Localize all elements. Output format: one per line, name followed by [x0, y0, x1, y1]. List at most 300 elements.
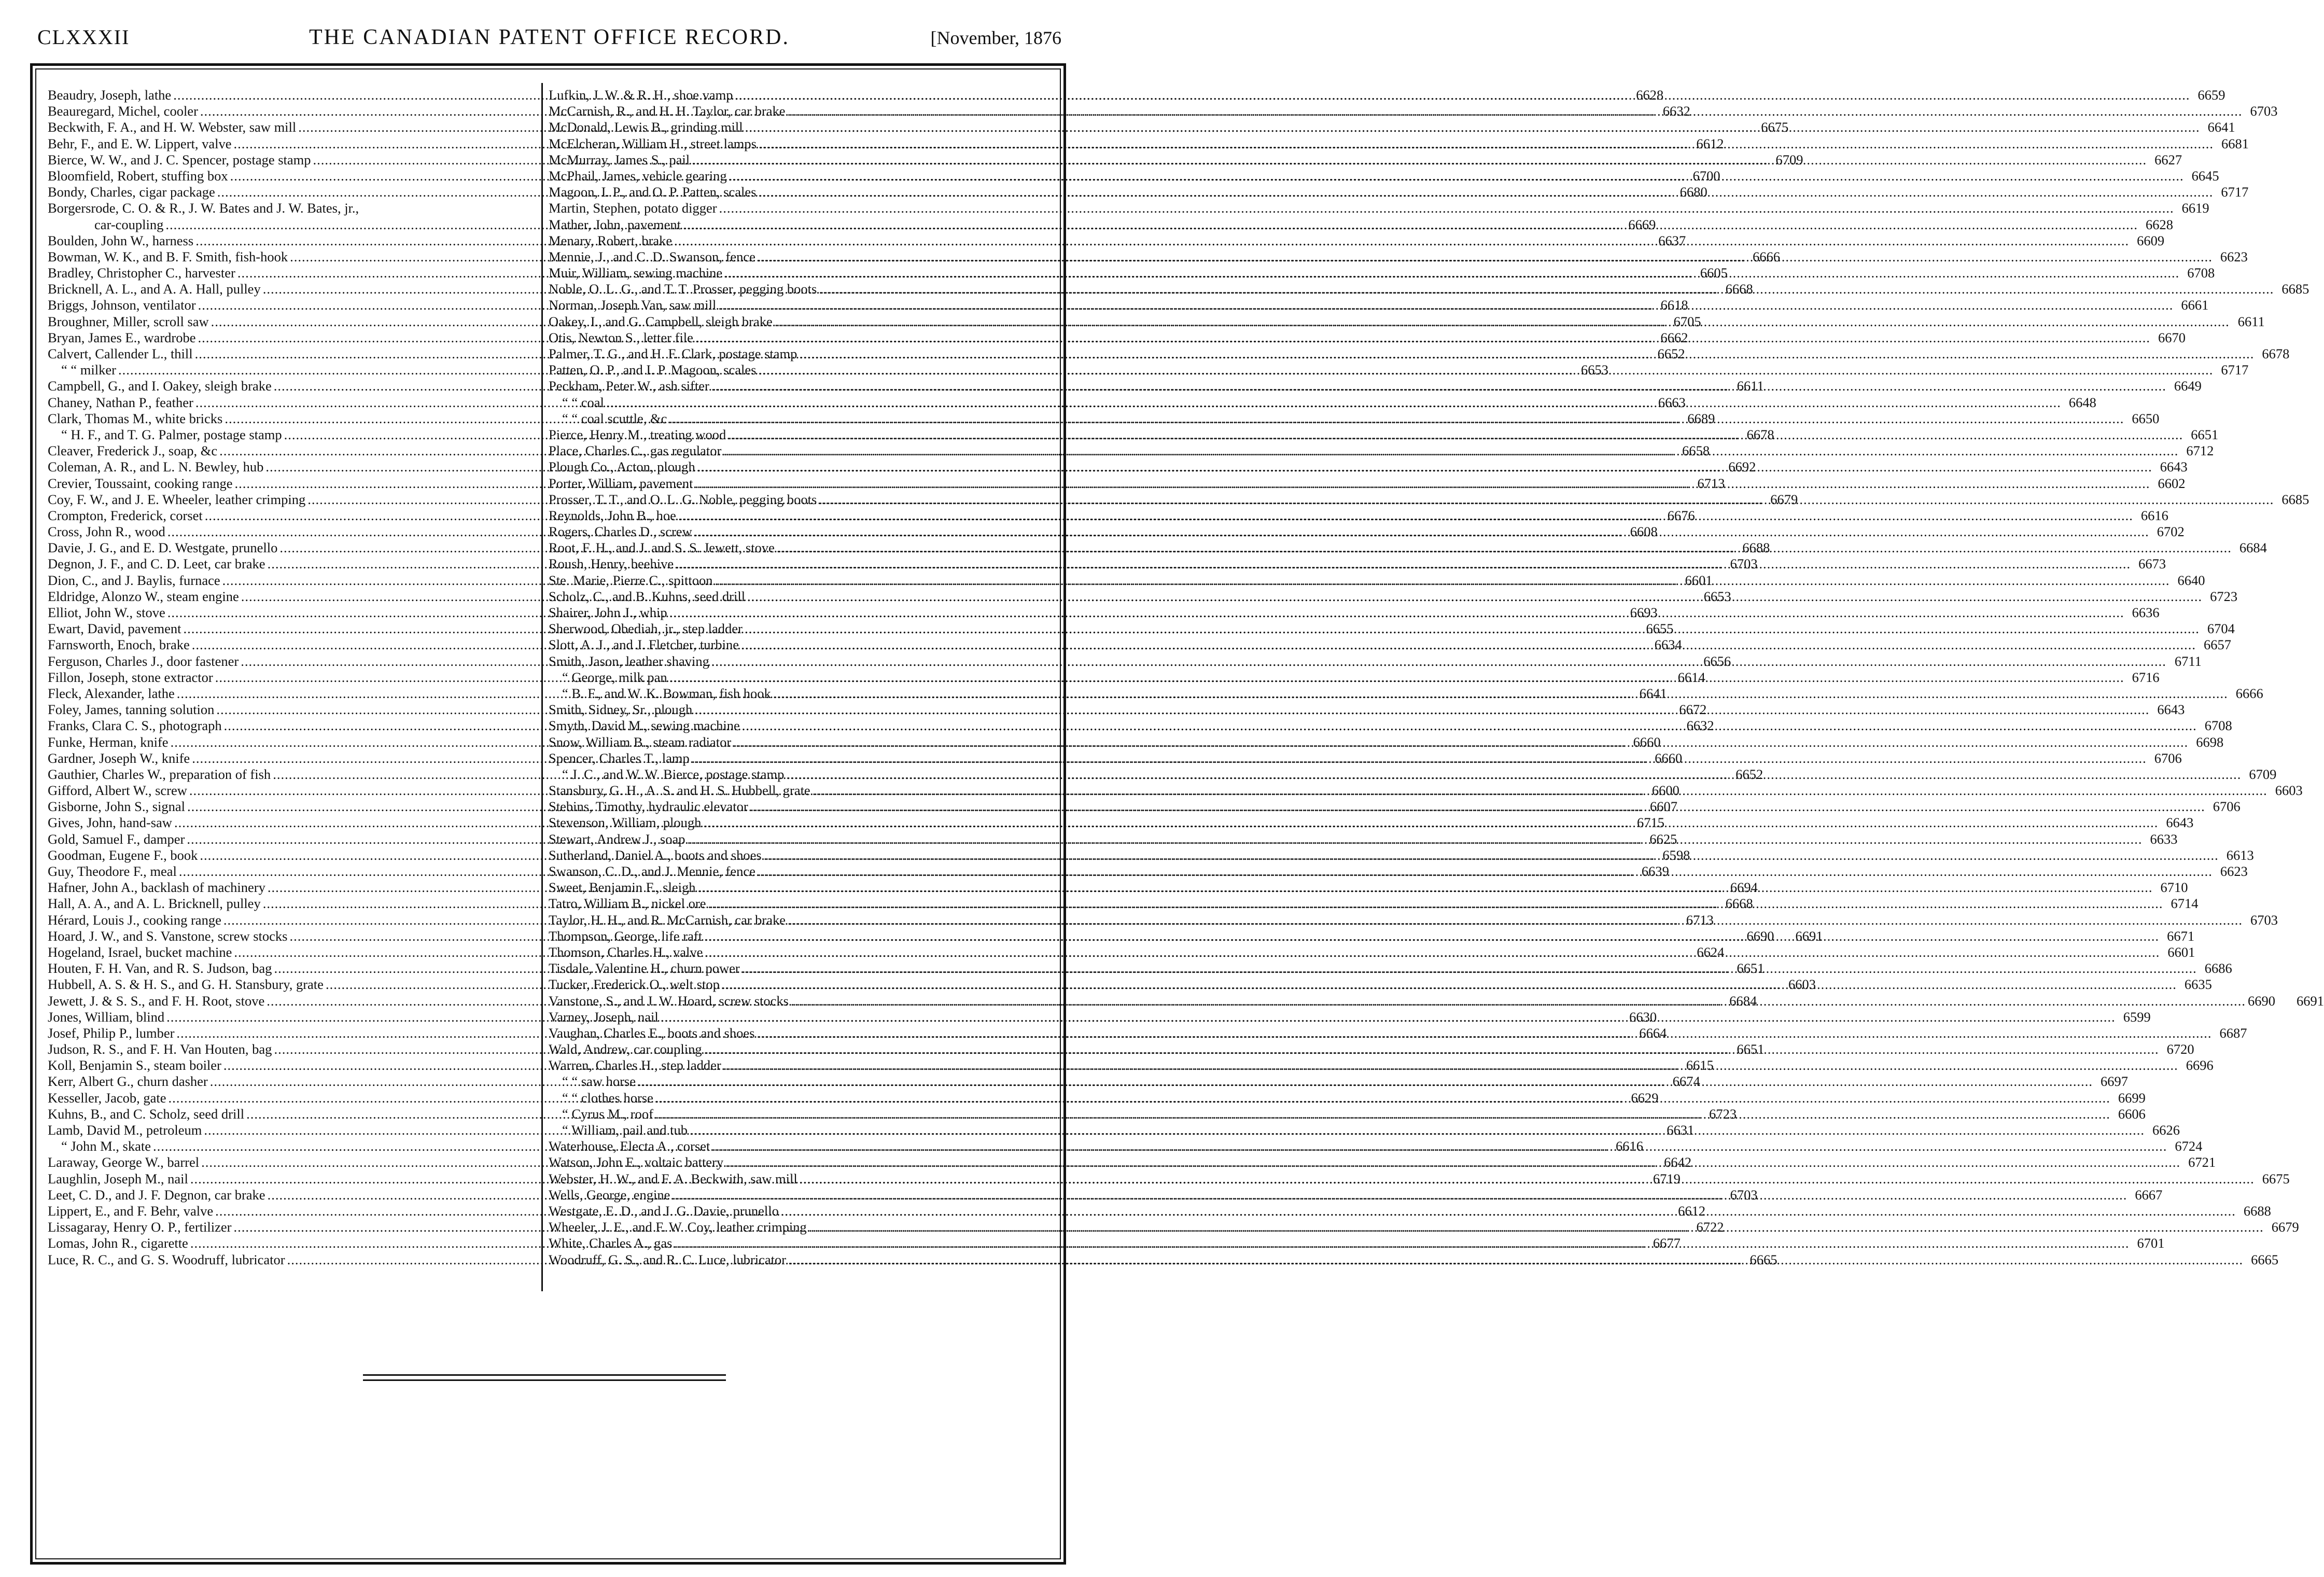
entry-name: Muir, William, sewing machine [549, 265, 723, 281]
leader-dots [764, 847, 2219, 863]
entry-name: Hall, A. A., and A. L. Bricknell, pulley [48, 896, 261, 912]
page-number: CLXXXII [37, 25, 130, 49]
patent-number: 6599 [2123, 1009, 2151, 1025]
patent-number: 6671 [2167, 928, 2195, 944]
patent-number: 6623 [2220, 248, 2248, 264]
entry-name: Cross, John R., wood [48, 524, 165, 540]
leader-dots [688, 831, 2143, 847]
entry-name: Campbell, G., and I. Oakey, sleigh brake [48, 378, 272, 394]
patent-number: 6649 [2174, 378, 2202, 394]
leader-dots [694, 702, 2149, 718]
leader-dots [724, 265, 2179, 281]
patent-number: 6714 [2171, 896, 2199, 912]
entry-name: “ “ coal [562, 394, 604, 410]
patent-number: 6717 [2221, 362, 2249, 378]
entry-name: Elliot, John W., stove [48, 605, 165, 620]
patent-number: 6680 [1679, 184, 1707, 200]
entry-name: Borgersrode, C. O. & R., J. W. Bates and J. W. Bates, jr., [48, 200, 359, 216]
entry-name: Franks, Clara C. S., photograph [48, 718, 222, 734]
entry-name: Bricknell, A. L., and A. A. Hall, pulley [48, 281, 261, 297]
entry-name: Sherwood, Obediah, jr., step ladder [549, 621, 743, 637]
entry-name: Crevier, Toussaint, cooking range [48, 475, 233, 491]
patent-number: 6703 [2250, 103, 2278, 119]
entry-name: Bowman, W. K., and B. F. Smith, fish-hook [48, 248, 288, 264]
leader-dots [775, 314, 2230, 330]
patent-number: 6663 [1658, 394, 1686, 410]
leader-dots [791, 993, 2246, 1009]
leader-dots [741, 637, 2196, 653]
patent-number: 6653 [1703, 588, 1731, 604]
patent-number: 6675 [2262, 1170, 2290, 1187]
entry-name: Smith, Sidney, Sr., plough [549, 702, 693, 718]
patent-number: 6672 [1679, 702, 1707, 718]
patent-number: 6605 [1700, 265, 1728, 281]
patent-number: 6625 [1649, 831, 1677, 847]
patent-number: 6710 [2160, 880, 2188, 896]
entry-name: Plough Co., Acton, plough [549, 459, 695, 475]
patent-number: 6658 [1682, 443, 1710, 459]
leader-dots [750, 799, 2205, 815]
patent-number: 6630 [1629, 1009, 1657, 1025]
leader-dots [697, 459, 2152, 475]
index-entry [549, 1251, 2279, 1268]
patent-number: 6609 [2137, 232, 2165, 248]
leader-dots [676, 556, 2131, 572]
entry-name: Gifford, Albert W., screw [48, 783, 187, 799]
patent-number: 6678 [1746, 426, 1774, 442]
patent-number: 6700 [1692, 168, 1720, 184]
patent-number: 6613 [2226, 847, 2254, 863]
entry-name: Calvert, Callender L., thill [48, 346, 193, 361]
entry-name: Menary, Robert, brake [549, 232, 673, 248]
entry-name: Pierce, Henry M., treating wood [549, 426, 726, 442]
patent-number: 6709 [1775, 151, 1803, 168]
patent-number: 6629 [1631, 1090, 1659, 1106]
entry-name: Beauregard, Michel, cooler [48, 103, 198, 119]
end-rule-bottom [363, 1379, 726, 1381]
patent-number: 6637 [1658, 232, 1686, 248]
leader-dots [674, 1235, 2129, 1251]
patent-number: 6648 [2068, 394, 2096, 410]
patent-number: 6653 [1580, 362, 1608, 378]
entry-name: Kerr, Albert G., churn dasher [48, 1073, 208, 1090]
leader-dots [757, 1025, 2211, 1041]
leader-dots [742, 960, 2197, 976]
entry-name: Snow, William B., steam radiator [549, 734, 732, 750]
leader-dots [819, 492, 2274, 508]
leader-dots [758, 362, 2213, 378]
patent-number: 6666 [2235, 685, 2263, 701]
leader-dots [695, 330, 2150, 346]
patent-number: 6678 [2262, 346, 2290, 361]
entry-name: Palmer, T. G., and H. F. Clark, postage stamp [549, 346, 797, 361]
patent-number: 6706 [2213, 799, 2241, 815]
patent-number: 6598 [1662, 847, 1690, 863]
leader-dots [683, 217, 2138, 233]
leader-dots [669, 411, 2124, 427]
patent-number: 6668 [1725, 281, 1753, 297]
entry-name: Warren, Charles H., step ladder [549, 1057, 721, 1073]
entry-name: Tatro, William B., nickel ore [549, 896, 706, 912]
patent-number: 6679 [2271, 1219, 2299, 1235]
leader-dots [712, 1138, 2167, 1154]
patent-number: 6703 [2250, 912, 2278, 928]
entry-name: Martin, Stephen, potato digger [549, 200, 717, 216]
entry-name: Stebins, Timothy, hydraulic elevator [549, 799, 748, 815]
patent-number: 6693 [1630, 605, 1658, 620]
patent-number: 6676 [1667, 507, 1695, 523]
patent-number: 6612 [1696, 135, 1724, 151]
entry-name: Varney, Joseph, nail [549, 1009, 659, 1025]
leader-dots [809, 1219, 2264, 1235]
leader-dots [781, 1203, 2236, 1219]
leader-dots [777, 540, 2232, 556]
leader-dots [723, 443, 2178, 459]
patent-number: 6721 [2188, 1154, 2216, 1170]
patent-number: 6724 [2175, 1138, 2203, 1154]
entry-name: Norman, Joseph Van, saw mill [549, 297, 717, 313]
patent-number: 6652 [1657, 346, 1685, 361]
leader-dots [759, 136, 2214, 152]
entry-extra-number: 6690 [2247, 993, 2275, 1009]
leader-dots [674, 233, 2129, 249]
patent-number: 6619 [2181, 200, 2209, 216]
patent-number: 6717 [2221, 184, 2249, 200]
leader-dots [697, 880, 2152, 896]
patent-number: 6675 [1761, 119, 1789, 135]
entry-name: “ William, pail and tub [562, 1122, 688, 1138]
entry-name: Crompton, Frederick, corset [48, 507, 203, 523]
patent-number: 6711 [2174, 653, 2202, 669]
entry-name: Hoard, J. W., and S. Vanstone, screw stocks [48, 928, 288, 944]
patent-number: 6651 [1737, 960, 1765, 976]
patent-number: 6691 [2296, 993, 2324, 1009]
entry-name: Jewett, J. & S. S., and F. H. Root, stove [48, 993, 265, 1009]
entry-name: Roush, Henry, beehive [549, 556, 674, 572]
entry-name: Laughlin, Joseph M., nail [48, 1170, 188, 1187]
patent-number: 6698 [2196, 734, 2224, 750]
patent-number: 6611 [2237, 313, 2265, 329]
entry-name: McDonald, Lewis B., grinding mill [549, 119, 743, 135]
entry-name: Lissagaray, Henry O. P., fertilizer [48, 1219, 232, 1235]
entry-extra-number: 6690 [1746, 928, 1774, 944]
entry-name: Noble, O. L. G., and T. T. Prosser, pegging boots [549, 281, 817, 297]
leader-dots [733, 734, 2188, 750]
patent-number: 6634 [1654, 637, 1682, 653]
patent-number: 6641 [1639, 685, 1667, 701]
leader-dots [729, 168, 2184, 184]
entry-name: Wheeler, J. E., and F. W. Coy, leather crimping [549, 1219, 807, 1235]
leader-dots [800, 1171, 2255, 1187]
entry-name: McCarnish, R., and H. H. Taylor, car brake [549, 103, 786, 119]
patent-number: 6661 [2181, 297, 2209, 313]
patent-number: 6600 [1651, 783, 1679, 799]
leader-dots [655, 1106, 2110, 1122]
index-entry [549, 200, 2209, 216]
patent-number: 6701 [2137, 1235, 2165, 1251]
entry-name: Wald, Andrew, car coupling [549, 1041, 702, 1057]
patent-number: 6615 [1686, 1057, 1714, 1073]
entry-name: McPhail, James, vehicle gearing [549, 168, 727, 184]
leader-dots [747, 589, 2202, 605]
patent-number: 6677 [1653, 1235, 1681, 1251]
entry-name: “ J. C., and W. W. Bierce, postage stamp [562, 766, 785, 782]
entry-name: Stansbury, G. H., A. S. and H. S. Hubbell, grate [549, 783, 810, 799]
patent-number: 6636 [2132, 605, 2160, 620]
entry-name: Rogers, Charles D., screw [549, 524, 692, 540]
entry-name: Boulden, John W., harness [48, 232, 194, 248]
entry-name: Jones, William, blind [48, 1009, 165, 1025]
entry-name: “ George, milk pan [562, 669, 667, 685]
entry-name: Gardner, Joseph W., knife [48, 750, 190, 766]
patent-number: 6664 [1639, 1025, 1667, 1041]
entry-name: Cleaver, Frederick J., soap, &c [48, 443, 218, 459]
leader-dots [725, 1154, 2180, 1170]
patent-number: 6670 [2158, 329, 2186, 345]
patent-number: 6696 [2186, 1057, 2214, 1073]
entry-name: Woodruff, G. S., and R. C. Luce, lubricator [549, 1251, 787, 1267]
entry-name: Bradley, Christopher C., harvester [48, 265, 235, 281]
leader-dots [735, 87, 2190, 103]
patent-number: 6705 [1673, 313, 1701, 329]
entry-name: Behr, F., and E. W. Lippert, valve [48, 135, 232, 151]
entry-name: Stevenson, William, plough [549, 815, 702, 831]
patent-number: 6720 [2166, 1041, 2194, 1057]
entry-name: Luce, R. C., and G. S. Woodruff, lubricator [48, 1251, 285, 1267]
leader-dots [788, 1252, 2243, 1268]
entry-name: Hogeland, Israel, bucket machine [48, 944, 232, 960]
patent-number: 6665 [1749, 1251, 1777, 1267]
entry-name: Webster, H. W., and F. A. Beckwith, saw mill [549, 1170, 797, 1187]
entry-name: Gives, John, hand-saw [48, 815, 172, 831]
leader-dots [788, 912, 2243, 928]
entry-name: Place, Charles C., gas regulator [549, 443, 722, 459]
entry-name: Eldridge, Alonzo W., steam engine [48, 588, 239, 604]
patent-number: 6632 [1662, 103, 1690, 119]
entry-name: Mather, John, pavement [549, 216, 681, 232]
leader-dots [786, 766, 2241, 783]
patent-number: 6651 [1737, 1041, 1765, 1057]
patent-number: 6689 [1687, 410, 1715, 426]
entry-name: Reynolds, John B., hoe [549, 507, 676, 523]
entry-name: Scholz, C., and B. Kuhns, seed drill [549, 588, 746, 604]
patent-number: 6655 [1646, 621, 1674, 637]
patent-number: 6702 [2157, 524, 2185, 540]
leader-dots [669, 605, 2124, 621]
leader-dots [606, 395, 2061, 411]
leader-dots [719, 200, 2174, 216]
patent-number: 6645 [2191, 168, 2219, 184]
patent-number: 6660 [1633, 734, 1661, 750]
entry-name: Coleman, A. R., and L. N. Bewley, hub [48, 459, 264, 475]
entry-name: Bierce, W. W., and J. C. Spencer, postage stamp [48, 151, 311, 168]
entry-name: Foley, James, tanning solution [48, 702, 215, 718]
leader-dots [758, 184, 2213, 200]
entry-name: Stewart, Andrew J., soap [549, 831, 685, 847]
entry-name: “ “ milker [61, 362, 116, 378]
entry-name: Sweet, Benjamin F., sleigh [549, 880, 696, 896]
entry-name: Ewart, David, pavement [48, 621, 181, 637]
entry-name: Lippert, E., and F. Behr, valve [48, 1203, 214, 1219]
leader-dots [661, 1009, 2116, 1025]
leader-dots [728, 427, 2183, 443]
leader-dots [672, 1187, 2127, 1203]
patent-number: 6611 [1737, 378, 1764, 394]
entry-name: Gold, Samuel F., damper [48, 831, 185, 847]
patent-number: 6643 [2157, 702, 2185, 718]
patent-number: 6652 [1735, 766, 1763, 782]
patent-number: 6643 [2160, 459, 2188, 475]
patent-number: 6716 [2132, 669, 2160, 685]
entry-name: Tucker, Frederick O., welt stop [549, 976, 720, 993]
patent-number: 6656 [1703, 653, 1731, 669]
entry-name: Prosser, T. T., and O. L. G. Noble, pegging boots [549, 491, 817, 507]
patent-number: 6631 [1667, 1122, 1695, 1138]
entry-name: Houten, F. H. Van, and R. S. Judson, bag [48, 960, 272, 976]
patent-number: 6703 [1730, 1187, 1758, 1203]
patent-number: 6685 [2281, 491, 2309, 507]
leader-dots [704, 928, 2159, 944]
leader-dots [758, 249, 2213, 265]
entry-name: Lomas, John R., cigarette [48, 1235, 188, 1251]
entry-name: Dion, C., and J. Baylis, furnace [48, 572, 220, 588]
patent-number: 6623 [2220, 863, 2248, 879]
patent-number: 6666 [1753, 248, 1781, 264]
entry-name: Thomson, Charles H., valve [549, 944, 703, 960]
entry-name: Clark, Thomas M., white bricks [48, 410, 223, 426]
entry-name: Chaney, Nathan P., feather [48, 394, 193, 410]
patent-number: 6627 [2154, 151, 2182, 168]
patent-number: 6643 [2166, 815, 2194, 831]
leader-dots [638, 1073, 2093, 1090]
leader-dots [799, 346, 2254, 362]
patent-number: 6708 [2204, 718, 2232, 734]
leader-dots [745, 621, 2200, 637]
leader-dots [703, 815, 2158, 831]
entry-name: “ H. F., and T. G. Palmer, postage stamp [61, 426, 282, 442]
patent-number: 6624 [1697, 944, 1725, 960]
patent-number: 6686 [2204, 960, 2232, 976]
entry-name: Magoon, I. P., and O. P. Patten, scales [549, 184, 757, 200]
leader-dots [695, 476, 2150, 492]
entry-name: Fleck, Alexander, lathe [48, 685, 175, 701]
entry-name: Broughner, Miller, scroll saw [48, 313, 209, 329]
entry-name: car-coupling [94, 216, 164, 232]
patent-number: 6681 [2221, 135, 2249, 151]
entry-name: Mennie, J., and C. D. Swanson, fence [549, 248, 755, 264]
entry-name: Tisdale, Valentine H., churn power [549, 960, 740, 976]
patent-number: 6616 [2140, 507, 2168, 523]
entry-name: Lufkin, J. W. & R. H., shoe vamp [549, 87, 733, 103]
entry-name: “ John M., skate [61, 1138, 151, 1154]
patent-number: 6601 [2167, 944, 2195, 960]
entry-name: White, Charles A., gas [549, 1235, 673, 1251]
entry-name: Bondy, Charles, cigar package [48, 184, 215, 200]
entry-name: Briggs, Johnson, ventilator [48, 297, 196, 313]
patent-number: 6612 [1678, 1203, 1706, 1219]
patent-number: 6688 [2243, 1203, 2271, 1219]
leader-dots [692, 152, 2147, 168]
leader-dots [813, 783, 2267, 799]
entry-name: Smyth, David M., sewing machine [549, 718, 740, 734]
patent-number: 6633 [2150, 831, 2178, 847]
entry-name: Peckham, Peter W., ash sifter [549, 378, 709, 394]
leader-dots [694, 524, 2149, 540]
patent-number: 6723 [2210, 588, 2238, 604]
patent-number: 6628 [1636, 87, 1664, 103]
patent-number: 6715 [1636, 815, 1664, 831]
patent-number: 6697 [2101, 1073, 2129, 1090]
entry-name: Ferguson, Charles J., door fastener [48, 653, 239, 669]
patent-number: 6699 [2118, 1090, 2146, 1106]
entry-name: Beaudry, Joseph, lathe [48, 87, 172, 103]
entry-name: Gauthier, Charles W., preparation of fish [48, 766, 271, 782]
column-divider [541, 83, 543, 1291]
publication-title: THE CANADIAN PATENT OFFICE RECORD. [309, 25, 790, 49]
entry-name: “ “ coal scuttle, &c [562, 410, 667, 426]
patent-number: 6626 [2152, 1122, 2180, 1138]
patent-number: 6602 [2158, 475, 2186, 491]
entry-name: Guy, Theodore F., meal [48, 863, 177, 879]
entry-name: Hafner, John A., backlash of machinery [48, 880, 265, 896]
patent-number: 6665 [2251, 1251, 2279, 1267]
patent-number: 6688 [1742, 540, 1770, 556]
patent-number: 6628 [2146, 216, 2174, 232]
entry-name: Vanstone, S., and J. W. Hoard, screw stocks [549, 993, 789, 1009]
leader-dots [705, 944, 2160, 960]
patent-number: 6651 [2191, 426, 2219, 442]
patent-number: 6639 [1641, 863, 1669, 879]
patent-number: 6722 [1696, 1219, 1724, 1235]
leader-dots [773, 686, 2228, 702]
patent-number: 6692 [1728, 459, 1756, 475]
entry-name: Davie, J. G., and E. D. Westgate, prunello [48, 540, 278, 556]
entry-name: Coy, F. W., and J. E. Wheeler, leather crimping [48, 491, 306, 507]
entry-name: Porter, William, pavement [549, 475, 693, 491]
patent-number: 6608 [1630, 524, 1658, 540]
entry-name: Watson, John E., voltaic battery [549, 1154, 724, 1170]
entry-name: Wells, George, engine [549, 1187, 670, 1203]
patent-number: 6641 [2207, 119, 2235, 135]
leader-dots [723, 1057, 2178, 1073]
patent-number: 6603 [2275, 783, 2303, 799]
entry-name: Root, F. H., and J. and S. S. Jewett, stove [549, 540, 775, 556]
patent-number: 6708 [2187, 265, 2215, 281]
patent-number: 6719 [1653, 1170, 1681, 1187]
leader-dots [711, 653, 2166, 669]
patent-number: 6723 [1709, 1106, 1737, 1122]
entry-name: Thompson, George, life raft [549, 928, 703, 944]
patent-number: 6685 [2281, 281, 2309, 297]
entry-name: Laraway, George W., barrel [48, 1154, 200, 1170]
entry-name: Patten, O. P., and I. P. Magoon, scales [549, 362, 757, 378]
entry-name: Hérard, Louis J., cooking range [48, 912, 221, 928]
patent-number: 6614 [1677, 669, 1705, 685]
entry-name: Funke, Herman, knife [48, 734, 169, 750]
patent-number: 6668 [1725, 896, 1753, 912]
entry-name: Waterhouse, Electa A., corset [549, 1138, 710, 1154]
entry-name: Westgate, E. D., and J. G. Davie, prunello [549, 1203, 779, 1219]
patent-number: 6713 [1686, 912, 1714, 928]
leader-dots [655, 1090, 2110, 1106]
patent-number: 6694 [1730, 880, 1758, 896]
leader-dots [758, 863, 2213, 880]
patent-number: 6673 [2138, 556, 2166, 572]
patent-number: 6669 [1628, 216, 1656, 232]
leader-dots [722, 976, 2177, 993]
entry-name: Vaughan, Charles E., boots and shoes [549, 1025, 755, 1041]
issue-date: [November, 1876 [930, 27, 1061, 48]
